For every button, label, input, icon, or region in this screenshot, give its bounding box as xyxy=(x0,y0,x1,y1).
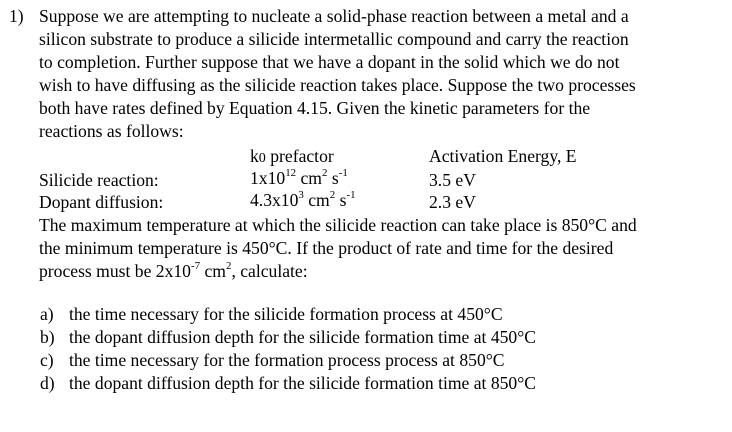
sub-question-text: the dopant diffusion depth for the silicide formation time at 850°C xyxy=(69,373,536,393)
activation-energy-header: Activation Energy, E xyxy=(429,146,577,166)
sub-question-text: the time necessary for the silicide formation process at 450°C xyxy=(69,304,503,324)
condition-line-final: process must be $2x10^{-7}$ $cm^2$, calculate: xyxy=(39,260,308,281)
intro-line: both have rates defined by Equation 4.15. Given the kinetic parameters for the xyxy=(39,98,591,118)
intro-line: reactions as follows: xyxy=(39,121,184,141)
intro-line: wish to have diffusing as the silicide reaction takes place. Suppose the two processes xyxy=(39,75,636,95)
sub-question-label: b) xyxy=(40,327,55,347)
prefactor-header: k0 prefactor xyxy=(250,146,334,166)
intro-line: Suppose we are attempting to nucleate a solid-phase reaction between a metal and a xyxy=(39,6,629,26)
condition-line: the minimum temperature is 450°C. If the product of rate and time for the desired xyxy=(39,238,614,258)
row-label-dopant: Dopant diffusion: xyxy=(39,192,164,212)
intro-line: to completion. Further suppose that we have a dopant in the solid which we do not xyxy=(39,52,620,72)
energy-dopant: 2.3 eV xyxy=(429,192,476,212)
sub-question-text: the dopant diffusion depth for the silicide formation time at 450°C xyxy=(69,327,536,347)
prefactor-dopant: $4.3x10^3$ $cm^2$ $s^{-1}$ xyxy=(250,189,356,210)
problem-number: 1) xyxy=(9,6,24,26)
condition-line: The maximum temperature at which the silicide reaction can take place is 850°C and xyxy=(39,215,637,235)
sub-question-label: a) xyxy=(40,304,54,324)
energy-silicide: 3.5 eV xyxy=(429,170,476,190)
sub-question-label: c) xyxy=(40,350,54,370)
row-label-silicide: Silicide reaction: xyxy=(39,170,159,190)
intro-line: silicon substrate to produce a silicide intermetallic compound and carry the reaction xyxy=(39,29,629,49)
sub-question-text: the time necessary for the formation process process at 850°C xyxy=(69,350,505,370)
prefactor-silicide: $1x10^{12}$ $cm^2$ $s^{-1}$ xyxy=(250,167,348,188)
sub-question-label: d) xyxy=(40,373,55,393)
